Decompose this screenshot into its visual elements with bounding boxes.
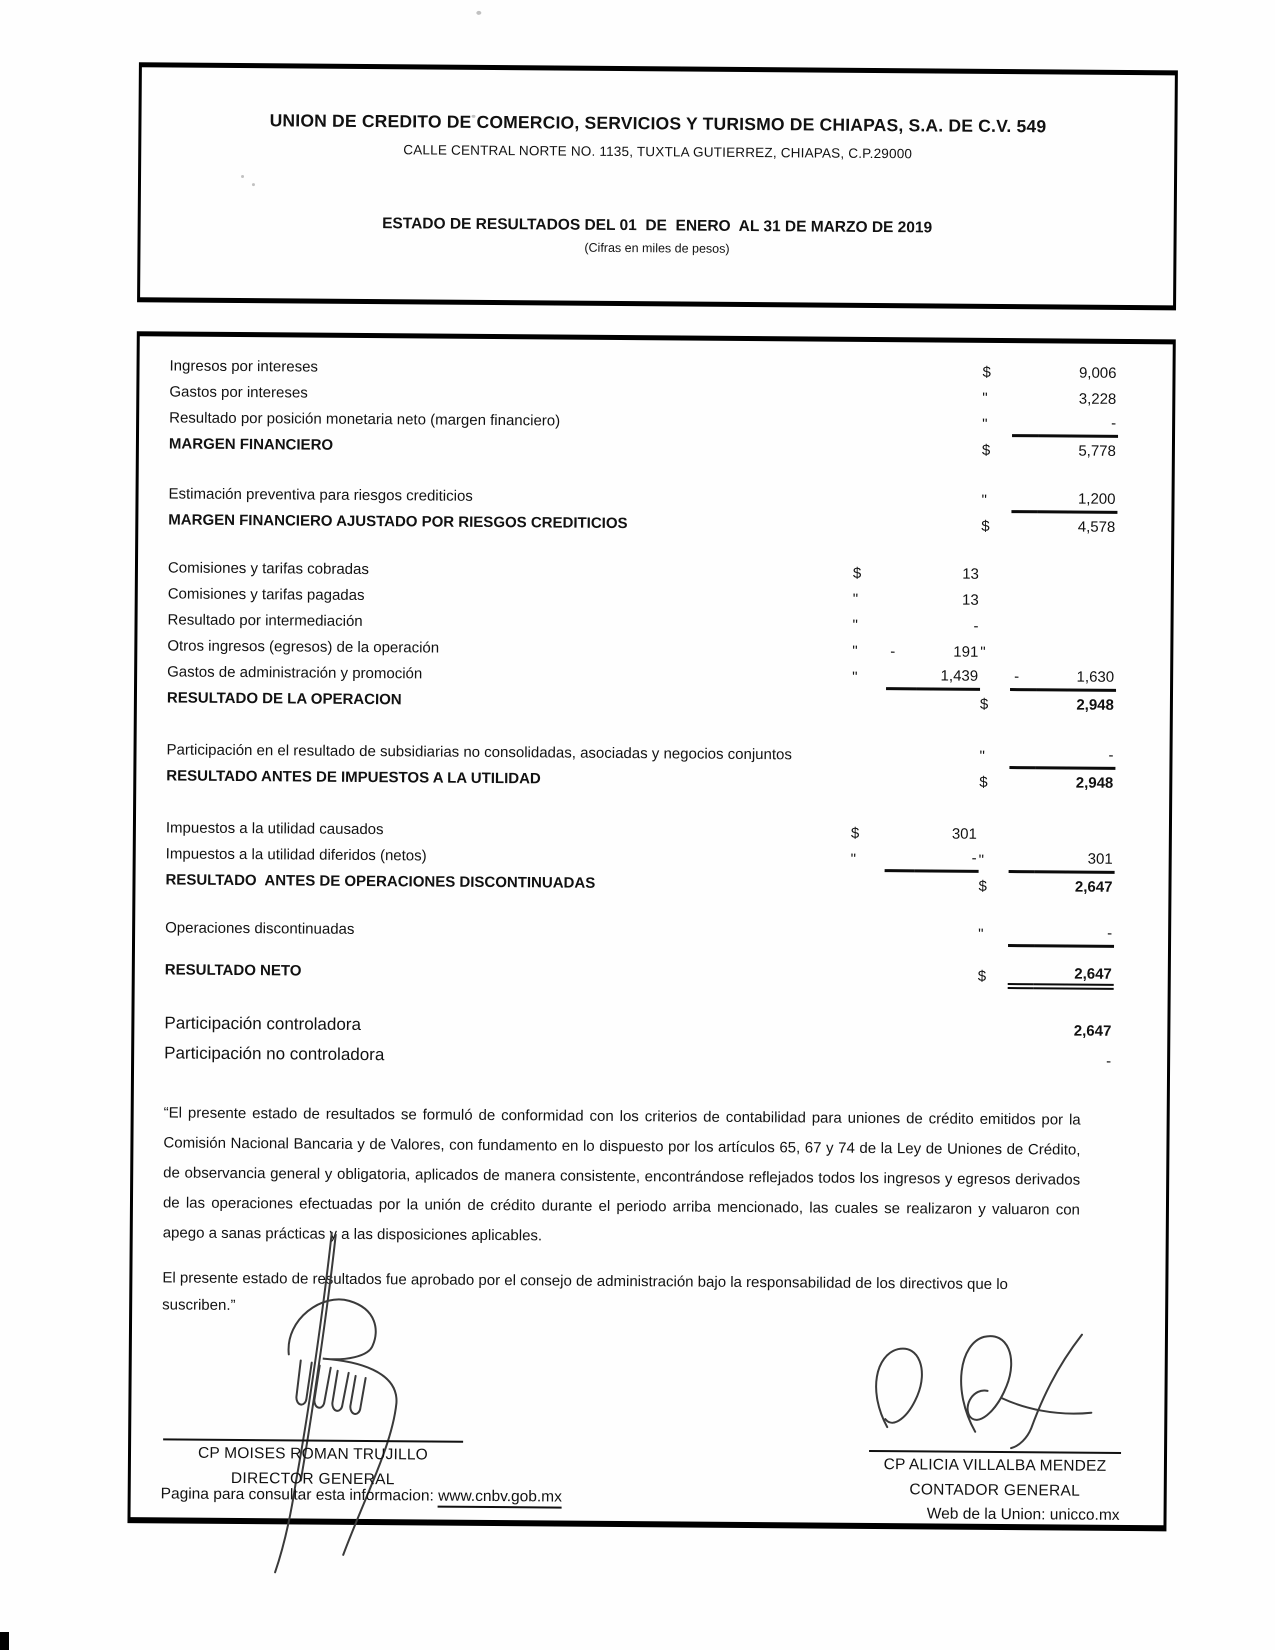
row-label: Impuestos a la utilidad diferidos (netos): [165, 844, 427, 864]
currency-marker: [854, 358, 888, 384]
value-col2: -: [1034, 921, 1114, 948]
row-label: Resultado por posición monetaria neto (margen financiero): [169, 408, 561, 430]
value-col2: -: [1038, 411, 1118, 438]
value-col2: 2,647: [1074, 878, 1113, 896]
row-label: Gastos por intereses: [169, 382, 308, 402]
table-row-total: RESULTADO ANTES DE IMPUESTOS A LA UTILIDAD $ 2,948: [166, 762, 1115, 795]
value-col2: 2,948: [1076, 696, 1114, 714]
signature-director: [225, 1232, 458, 1574]
statement-subtitle: (Cifras en miles de pesos): [584, 240, 730, 256]
table-row: [164, 1038, 1113, 1075]
row-label: RESULTADO NETO: [164, 960, 302, 980]
consult-label: Pagina para consultar esta informacion:: [160, 1485, 439, 1505]
row-label: Resultado por intermediación: [167, 610, 363, 630]
row-label: RESULTADO ANTES DE OPERACIONES DISCONTINUADAS: [165, 870, 596, 892]
table-row-total: RESULTADO ANTES DE OPERACIONES DISCONTINUADAS $ 2,647: [165, 866, 1114, 899]
scan-artifact: [252, 183, 255, 186]
table-row: Resultado por posición monetaria neto (margen financiero) " -: [169, 404, 1118, 437]
header-box: [137, 62, 1178, 310]
value-col2: 2,647: [1034, 963, 1114, 990]
row-label: Operaciones discontinuadas: [165, 918, 355, 938]
union-web-line: [927, 1505, 1120, 1525]
value-col2: -: [1106, 1052, 1112, 1070]
statement-title: ESTADO DE RESULTADOS DEL 01 DE ENERO AL 31 DE MARZO DE 2019: [382, 215, 933, 237]
row-label: Participación no controladora: [164, 1043, 385, 1065]
row-label: Impuestos a la utilidad causados: [165, 818, 384, 838]
row-label: Gastos de administración y promoción: [167, 662, 423, 682]
sign: [888, 358, 918, 384]
value-col1: 1,439: [916, 664, 980, 691]
row-label: MARGEN FINANCIERO AJUSTADO POR RIESGOS CREDITICIOS: [168, 510, 628, 532]
row-label: RESULTADO ANTES DE IMPUESTOS A LA UTILIDAD: [166, 766, 541, 787]
company-name: UNION DE CREDITO DE COMERCIO, SERVICIOS Y TURISMO DE CHIAPAS, S.A. DE C.V. 549: [269, 110, 1047, 137]
table-row: Participación en el resultado de subsidiarias no consolidadas, asociadas y negocios conjuntos " -: [166, 736, 1115, 769]
value-col2: 2,647: [1073, 1022, 1112, 1040]
table-row-total: RESULTADO DE LA OPERACION $ 2,948: [167, 684, 1116, 717]
table-row: Operaciones discontinuadas " -: [165, 914, 1114, 947]
table-row: Gastos de administración y promoción " 1,439 - 1,630: [167, 658, 1116, 691]
value-col2: 2,948: [1075, 774, 1114, 792]
cnbv-url: www.cnbv.gob.mx: [438, 1488, 562, 1509]
sign: [1012, 359, 1038, 385]
scan-artifact: [241, 175, 244, 178]
value-col1: 301: [951, 825, 977, 843]
value-col2: 3,228: [1078, 390, 1117, 408]
table-row: Impuestos a la utilidad causados $ 301: [166, 814, 1115, 847]
signature-contador: [853, 1327, 1104, 1464]
scan-artifact: [472, 115, 476, 118]
contador-title: CONTADOR GENERAL: [909, 1481, 1081, 1500]
director-title: DIRECTOR GENERAL: [230, 1469, 395, 1489]
row-label: Otros ingresos (egresos) de la operación: [167, 636, 440, 657]
table-row: Estimación preventiva para riesgos crediticios " 1,200: [168, 480, 1117, 513]
table-row: Impuestos a la utilidad diferidos (netos) " - " 301: [166, 840, 1115, 873]
value-col2: 301: [1035, 847, 1115, 874]
value-col2: 9,006: [1078, 364, 1117, 382]
table-row: Comisiones y tarifas cobradas $ 13: [168, 554, 1117, 587]
value-col1: -: [973, 617, 979, 635]
value-col1: -: [915, 846, 979, 873]
compliance-note: “El presente estado de resultados se formuló de conformidad con los criterios de contabilidad para uniones de crédito emitidos por la Comisión Nacional Bancaria y de Valores, con fundamento en lo dispuesto por los artículos 65, 67 y 74 de la Ley de Uniones de Crédito, de observancia general y obligatoria, aplicados de manera consistente, encontrándose reflejados todos los ingresos y egresos derivados de las operaciones efectuadas por la unión de crédito durante el periodo arriba mencionado, las cuales se realizaron y valuaron con apego a sanas prácticas y a las disposiciones aplicables.: [162, 1104, 1081, 1245]
row-label: MARGEN FINANCIERO: [168, 434, 334, 454]
approval-note: El presente estado de resultados fue aprobado por el consejo de administración bajo la responsabilidad de los directivos que lo suscriben.”: [162, 1269, 1008, 1314]
row-label: Estimación preventiva para riesgos crediticios: [168, 484, 473, 505]
table-row-total: MARGEN FINANCIERO AJUSTADO POR RIESGOS CREDITICIOS $ 4,578: [168, 506, 1117, 539]
row-label: Comisiones y tarifas pagadas: [167, 584, 365, 604]
row-label: Ingresos por intereses: [169, 356, 319, 376]
value-col2: -: [1035, 743, 1115, 770]
company-address: CALLE CENTRAL NORTE NO. 1135, TUXTLA GUTIERREZ, CHIAPAS, C.P.29000: [403, 142, 913, 162]
value-col1: 191: [953, 643, 979, 661]
table-row-total: MARGEN FINANCIERO $ 5,778: [169, 430, 1118, 463]
row-label: Participación en el resultado de subsidiarias no consolidadas, asociadas y negocios conjuntos: [166, 740, 792, 763]
table-row: Gastos por intereses " 3,228: [169, 378, 1118, 411]
union-web-url: unicco.mx: [1049, 1506, 1120, 1524]
director-name: CP MOISES ROMAN TRUJILLO: [197, 1444, 429, 1464]
value-col1: [918, 358, 982, 385]
value-col2: 5,778: [1078, 442, 1116, 460]
contador-name: CP ALICIA VILLALBA MENDEZ: [883, 1456, 1107, 1475]
table-row: Otros ingresos (egresos) de la operación " - 191 ": [167, 632, 1116, 665]
table-row: Resultado por intermediación " -: [167, 606, 1116, 639]
value-col2: 1,200: [1037, 487, 1117, 514]
row-label: Comisiones y tarifas cobradas: [167, 558, 369, 578]
consult-line: [161, 1485, 562, 1506]
row-label: RESULTADO DE LA OPERACION: [166, 688, 402, 708]
row-label: Participación controladora: [164, 1013, 362, 1034]
value-col1: 13: [961, 591, 979, 609]
currency-marker: $: [982, 363, 991, 381]
value-col2: 1,630: [1036, 665, 1116, 692]
value-col2: 4,578: [1077, 518, 1116, 536]
signature-block-director: [163, 1438, 463, 1489]
union-web-label: Web de la Union:: [926, 1505, 1050, 1524]
scan-artifact: [476, 11, 481, 15]
statement-box: [127, 331, 1175, 1531]
table-row: Comisiones y tarifas pagadas " 13: [168, 580, 1117, 613]
value-col1: 13: [962, 565, 980, 583]
scan-edge-mark: [0, 1632, 9, 1650]
table-row-net-result: RESULTADO NETO $ 2,647: [165, 956, 1114, 989]
